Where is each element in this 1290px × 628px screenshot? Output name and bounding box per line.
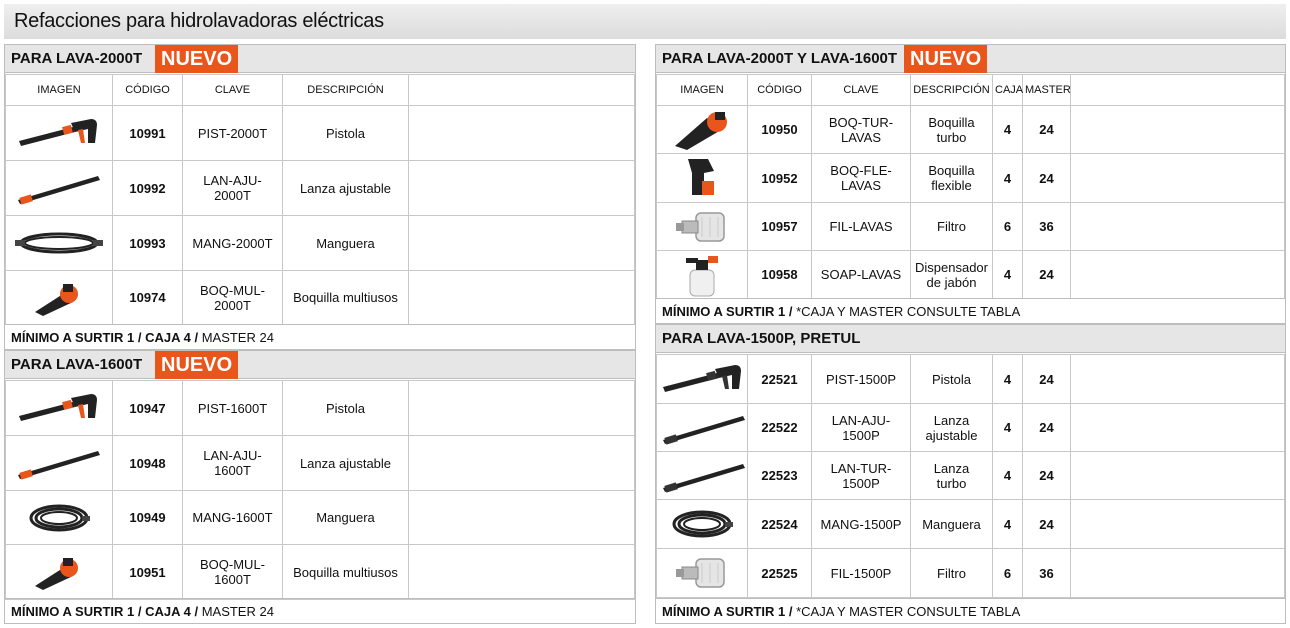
product-description [911,355,993,404]
product-description [911,500,993,549]
product-description: Manguera [283,216,409,271]
hose-image [6,216,113,271]
desc-line-1: Manguera [922,516,981,532]
page-title: Refacciones para hidrolavadoras eléctricas [4,4,1286,39]
product-key: LAN-AJU-2000T [183,161,283,216]
hose-coil-image [657,500,748,549]
col-header-clave: CLAVE [812,75,911,106]
table-row [6,545,635,600]
caja-qty: 4 [993,452,1023,500]
table-row [6,491,635,545]
product-code: 22522 [748,404,812,452]
col-header-master: MASTER [1023,75,1071,106]
product-key: LAN-AJU-1600T [183,436,283,491]
product-description [911,404,993,452]
col-header-codigo: CÓDIGO [748,75,812,106]
desc-line-1: Filtro [937,219,966,234]
col-header-caja: CAJA [993,75,1023,106]
desc-line-2: flexible [931,178,972,193]
section-title-text: PARA LAVA-2000T Y LAVA-1600T [662,50,898,67]
col-header-clave: CLAVE [183,75,283,106]
section-footer [5,324,635,350]
product-description: Lanza ajustable [283,436,409,491]
product-description [911,203,993,251]
section-title-text: PARA LAVA-2000T [11,50,143,67]
nozzle-image [6,271,113,325]
master-qty: 36 [1023,203,1071,251]
lance-image [657,404,748,452]
footer-bold: MÍNIMO A SURTIR 1 / CAJA 4 / [11,604,199,619]
col-header-imagen: IMAGEN [6,75,113,106]
desc-line-1: Lanza [933,412,970,428]
footer-rest: MASTER 24 [198,604,274,619]
product-code: 10957 [748,203,812,251]
master-qty: 24 [1023,154,1071,203]
product-description: Manguera [283,491,409,545]
product-code: 10948 [113,436,183,491]
section-lava-1500p [655,324,1286,624]
desc-line-1: Pistola [931,371,972,387]
product-key: LAN-TUR-1500P [812,452,911,500]
table-row [657,355,1285,404]
product-code: 10947 [113,381,183,436]
desc-line-1: Lanza [933,460,970,476]
caja-qty: 4 [993,355,1023,404]
footer-rest: MASTER 24 [198,330,274,345]
product-code: 10992 [113,161,183,216]
section-footer [5,598,635,624]
product-key: MANG-1600T [183,491,283,545]
section-title [656,325,1285,353]
product-key: MANG-2000T [183,216,283,271]
gun-image [6,381,113,436]
product-key: MANG-1500P [812,500,911,549]
product-code: 10949 [113,491,183,545]
product-key: PIST-2000T [183,106,283,161]
product-description: Pistola [283,381,409,436]
product-code: 22524 [748,500,812,549]
turbo-nozzle-image [657,106,748,154]
product-key: SOAP-LAVAS [812,251,911,299]
caja-qty: 6 [993,549,1023,598]
soap-dispenser-image [657,251,748,299]
col-header-codigo: CÓDIGO [113,75,183,106]
product-key: BOQ-TUR-LAVAS [812,106,911,154]
table-row [6,436,635,491]
table-row [6,271,635,325]
product-code: 10950 [748,106,812,154]
desc-line-1: Dispensador [915,259,988,275]
product-description [911,154,993,203]
product-description: Boquilla multiusos [283,545,409,600]
table-row [6,381,635,436]
product-key: FIL-LAVAS [812,203,911,251]
desc-line-1: Boquilla [928,163,975,178]
product-code: 10991 [113,106,183,161]
product-key: BOQ-MUL-1600T [183,545,283,600]
parts-table [5,74,635,325]
table-row [657,106,1285,154]
filter-image [657,203,748,251]
footer-bold: MÍNIMO A SURTIR 1 / CAJA 4 / [11,330,199,345]
caja-qty: 6 [993,203,1023,251]
caja-qty: 4 [993,251,1023,299]
master-qty: 24 [1023,404,1071,452]
lance-image [6,161,113,216]
section-lava-2000t [4,44,636,350]
section-footer [656,298,1285,324]
product-description [911,549,993,598]
caja-qty: 4 [993,404,1023,452]
product-code: 22523 [748,452,812,500]
master-qty: 24 [1023,106,1071,154]
desc-line-2: de jabón [926,274,977,290]
table-row [657,404,1285,452]
gun-image [6,106,113,161]
section-title [5,45,635,73]
lance-image [6,436,113,491]
caja-qty: 4 [993,154,1023,203]
table-row [657,549,1285,598]
col-header-empty [409,75,635,106]
product-key: BOQ-MUL-2000T [183,271,283,325]
col-header-empty [1071,75,1285,106]
product-key: LAN-AJU-1500P [812,404,911,452]
product-description: Lanza ajustable [283,161,409,216]
gun-image [657,355,748,404]
col-header-descripcion: DESCRIPCIÓN [283,75,409,106]
product-key: PIST-1500P [812,355,911,404]
table-row [657,251,1285,299]
product-description [911,452,993,500]
table-row [6,216,635,271]
product-code: 10951 [113,545,183,600]
footer-rest: *CAJA Y MASTER CONSULTE TABLA [792,604,1021,619]
desc-line-1: Boquilla [928,114,975,130]
product-description [911,106,993,154]
product-key: FIL-1500P [812,549,911,598]
product-description [911,251,993,299]
master-qty: 24 [1023,355,1071,404]
product-description: Pistola [283,106,409,161]
product-key: PIST-1600T [183,381,283,436]
table-row [657,203,1285,251]
master-qty: 24 [1023,500,1071,549]
nuevo-badge: NUEVO [155,45,238,73]
section-title-text: PARA LAVA-1600T [11,356,143,373]
section-title-text: PARA LAVA-1500P, PRETUL [662,330,861,347]
parts-table [5,380,635,600]
product-code: 10993 [113,216,183,271]
col-header-descripcion: DESCRIPCIÓN [911,75,993,106]
table-row [657,500,1285,549]
flex-nozzle-image [657,154,748,203]
lance-image [657,452,748,500]
product-code: 22521 [748,355,812,404]
section-lava-1600t [4,350,636,624]
caja-qty: 4 [993,106,1023,154]
parts-table [656,74,1285,299]
desc-line-2: ajustable [925,427,978,443]
master-qty: 24 [1023,452,1071,500]
master-qty: 36 [1023,549,1071,598]
product-key: BOQ-FLE-LAVAS [812,154,911,203]
desc-line-1: Filtro [937,565,966,581]
nozzle-image [6,545,113,600]
section-footer [656,598,1285,624]
product-code: 10958 [748,251,812,299]
product-code: 22525 [748,549,812,598]
product-code: 10974 [113,271,183,325]
product-description: Boquilla multiusos [283,271,409,325]
footer-bold: MÍNIMO A SURTIR 1 / [662,304,793,319]
section-lava-2000t-1600t [655,44,1286,324]
footer-rest: *CAJA Y MASTER CONSULTE TABLA [792,304,1021,319]
nuevo-badge: NUEVO [904,45,987,73]
product-code: 10952 [748,154,812,203]
parts-table [656,354,1285,598]
filter-image [657,549,748,598]
section-title [5,351,635,379]
table-row [6,161,635,216]
table-row [657,154,1285,203]
desc-line-2: turbo [936,475,967,491]
footer-bold: MÍNIMO A SURTIR 1 / [662,604,793,619]
master-qty: 24 [1023,251,1071,299]
caja-qty: 4 [993,500,1023,549]
desc-line-2: turbo [936,129,967,145]
col-header-imagen: IMAGEN [657,75,748,106]
hose-coil-image [6,491,113,545]
table-row [657,452,1285,500]
table-row [6,106,635,161]
nuevo-badge: NUEVO [155,351,238,379]
